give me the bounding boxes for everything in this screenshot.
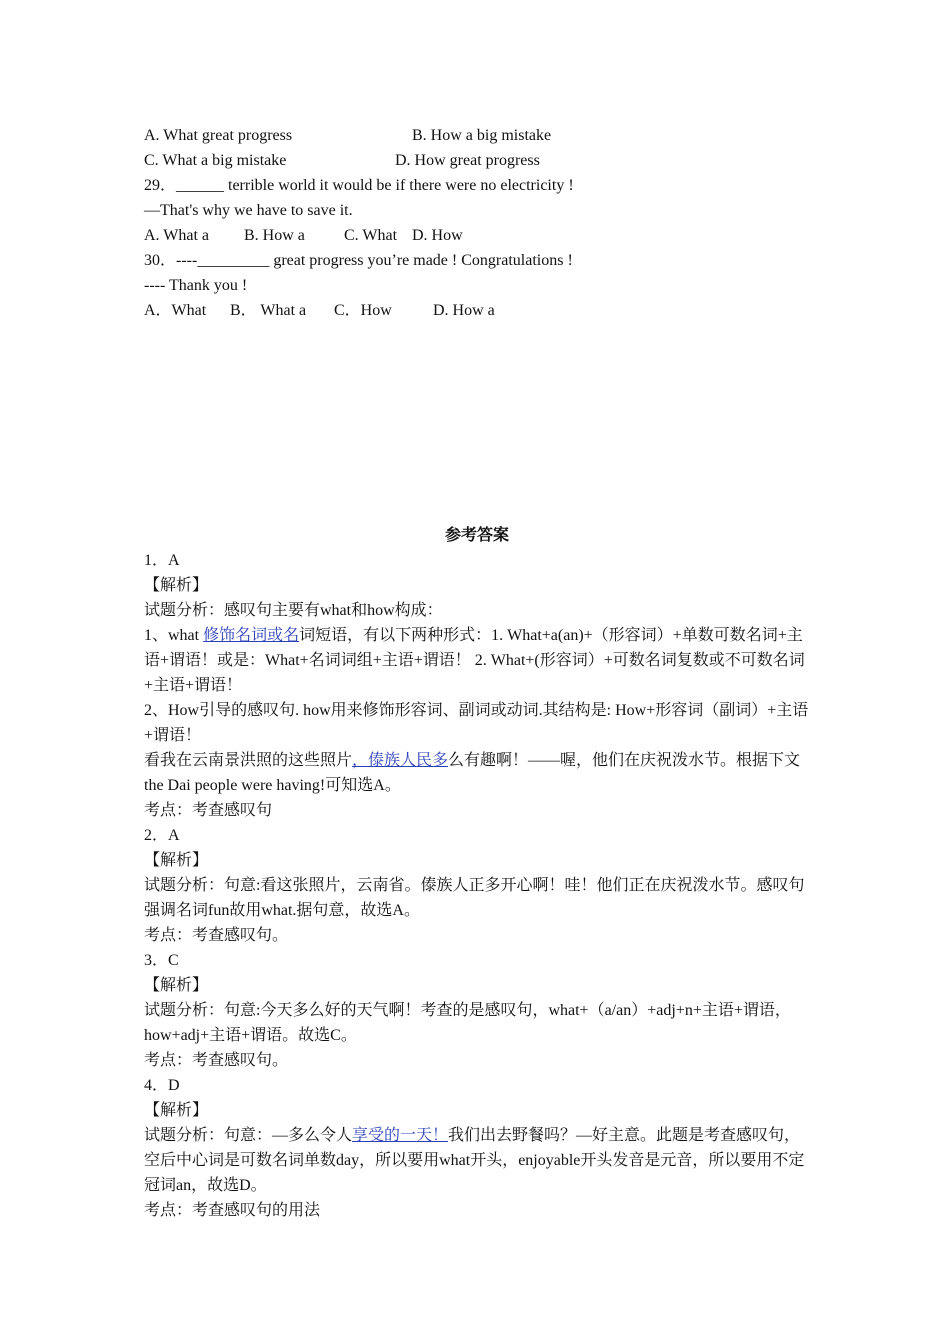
answer-3-analysis: 试题分析：句意:今天多么好的天气啊！考查的是感叹句，what+（a/an）+adj+n+主语+谓语，how+adj+主语+谓语。故选C。 <box>144 1002 791 1044</box>
answer-1-explanation <box>144 748 810 798</box>
answer-4-analysis-prefix: 试题分析：句意：—多么令人 <box>144 1127 353 1144</box>
q28-option-d: D. How great progress <box>395 152 540 169</box>
answer-1-rule-1-link[interactable]: 修饰名词或名 <box>203 627 300 644</box>
answer-1-tag: 【解析】 <box>144 577 209 594</box>
q28-options-row1 <box>144 123 810 148</box>
answer-4-analysis-text: 我们出去野餐吗？—好主意。此题是考查感叹句，空后中心词是可数名词单数day，所以要用what开头，enjoyable开头发音是元音，所以要用不定冠词an，故选D。 <box>144 1127 805 1194</box>
q28-option-c: C. What a big mistake <box>144 152 287 169</box>
answer-2-analysis: 试题分析：句意:看这张照片，云南省。傣族人正多开心啊！哇！他们正在庆祝泼水节。感叹句强调名词fun故用what.据句意，故选A。 <box>144 877 805 919</box>
q30-option-c: C．How <box>334 302 392 319</box>
q29-stem: 29．______ terrible world it would be if there were no electricity ! <box>144 177 574 194</box>
answer-2-tag: 【解析】 <box>144 852 209 869</box>
answer-1-rule-1 <box>144 623 810 698</box>
q29-option-a: A. What a <box>144 227 210 244</box>
answer-4-analysis-link[interactable]: 享受的一天！ <box>352 1127 449 1144</box>
answer-2-point: 考点：考查感叹句。 <box>144 927 289 944</box>
answer-1-rule-1-prefix: 1、what <box>144 627 204 644</box>
q28-option-b: B. How a big mistake <box>412 127 552 144</box>
q30-options <box>144 298 810 323</box>
q30-option-a: A．What <box>144 302 207 319</box>
answer-4-analysis <box>144 1123 810 1198</box>
answer-4-number: 4．D <box>144 1077 180 1094</box>
answer-1-explanation-prefix: 看我在云南景洪照的这些照片 <box>144 752 353 769</box>
answer-1-analysis: 试题分析：感叹句主要有what和how构成： <box>144 602 443 619</box>
q29-option-b: B. How a <box>244 227 305 244</box>
answer-1-number: 1．A <box>144 552 180 569</box>
q30-reply: ---- Thank you ! <box>144 277 248 294</box>
q28-options-row2 <box>144 148 810 173</box>
answer-4-tag: 【解析】 <box>144 1102 209 1119</box>
q28-option-a: A. What great progress <box>144 127 293 144</box>
answers-heading: 参考答案 <box>444 527 509 544</box>
document-page <box>144 123 810 1223</box>
answer-1-rule-1-text: 词短语，有以下两种形式：1. What+a(an)+（形容词）+单数可数名词+主语+谓语！或是：What+名词词组+主语+谓语！ 2. What+(形容词）+可数名词复数或不可数名词+主语+谓语！ <box>144 627 805 694</box>
answer-1-explanation-text: 么有趣啊！——喔，他们在庆祝泼水节。根据下文the Dai people were having!可知选A。 <box>144 752 801 794</box>
q30-option-d: D. How a <box>433 302 495 319</box>
answer-2-number: 2．A <box>144 827 180 844</box>
q30-stem: 30．----_________ great progress you’re made ! Congratulations ! <box>144 252 573 269</box>
answer-1-point: 考点：考查感叹句 <box>144 802 273 819</box>
answer-3-tag: 【解析】 <box>144 977 209 994</box>
q29-reply: —That's why we have to save it. <box>144 202 353 219</box>
q29-option-d: D. How <box>412 227 463 244</box>
answer-4-point: 考点：考查感叹句的用法 <box>144 1202 321 1219</box>
blank-gap <box>144 323 810 523</box>
answer-3-point: 考点：考查感叹句。 <box>144 1052 289 1069</box>
answer-1-rule-2: 2、How引导的感叹句. how用来修饰形容词、副词或动词.其结构是: How+形容词（副词）+主语+谓语！ <box>144 702 809 744</box>
q30-option-b: B． What a <box>230 302 307 319</box>
answer-3-number: 3．C <box>144 952 179 969</box>
q29-options <box>144 223 810 248</box>
answer-1-explanation-link[interactable]: ，傣族人民多 <box>352 752 449 769</box>
q29-option-c: C. What <box>344 227 398 244</box>
